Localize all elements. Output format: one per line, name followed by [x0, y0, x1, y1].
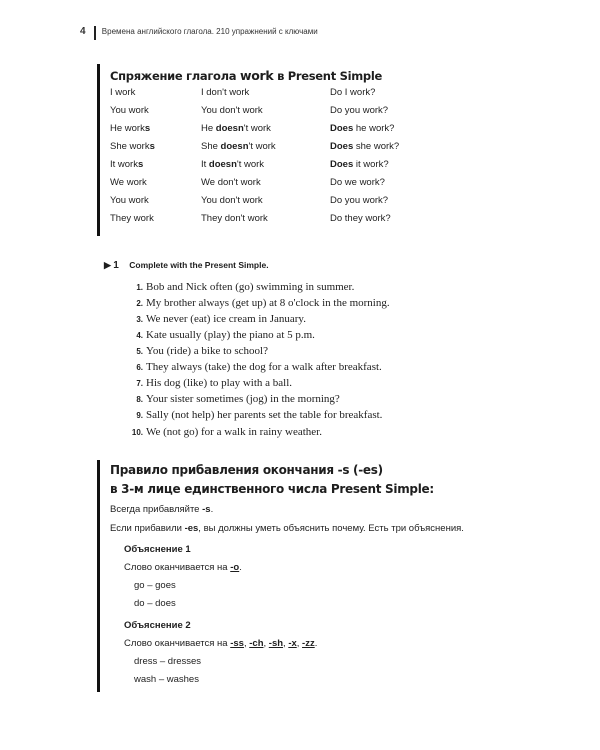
rule-box [97, 460, 500, 692]
explanation-1-heading: Объяснение 1 [124, 544, 191, 555]
conjugation-title: Спряжение глагола work в Present Simple [110, 68, 382, 83]
rule-always-line: Всегда прибавляйте -s. [110, 504, 214, 515]
page-number: 4 [80, 26, 86, 37]
exercise-heading [104, 260, 269, 271]
ending-s: -s [202, 504, 211, 515]
explanation-2-heading: Объяснение 2 [124, 620, 191, 631]
ending-ch: -ch [249, 638, 264, 649]
explanation-2-text: Слово оканчивается на -ss, -ch, -sh, -x, -zz. [124, 638, 318, 649]
exercise-item: 10. We (not go) for a walk in rainy weather. [131, 426, 322, 438]
exercise-item: 4. Kate usually (play) the piano at 5 p.m. [136, 329, 315, 341]
explanation-2-example: dress – dresses [134, 656, 202, 667]
book-title: Времена английского глагола. 210 упражнений с ключами [101, 27, 318, 36]
conjugation-title-verb: work [239, 68, 274, 83]
exercise-item: 3. We never (eat) ice cream in January. [136, 313, 306, 325]
header-divider [94, 26, 96, 40]
exercise-item: 7. His dog (like) to play with a ball. [136, 377, 293, 389]
ending-es: -es [184, 523, 199, 534]
ending-x: -x [288, 638, 297, 649]
conjugation-box: Спряжение глагола work в Present Simple I work I don't work Do I work? You work You don't work Do you work? He works He doesn't work Does he work? She works She doesn't work Does she work? It works It doesn't work Does it work? We work We don't work Do we work? You work You don't work Do you work? They work They don't work Do they work? [97, 64, 500, 236]
rule-title-line2: в 3-м лице единственного числа Present Simple: [110, 482, 434, 496]
exercise-item: 6. They always (take) the dog for a walk after breakfast. [136, 361, 382, 373]
ending-sh: -sh [268, 638, 284, 649]
ending-zz: -zz [302, 638, 315, 649]
rule-if-line: Если прибавили -es, вы должны уметь объяснить почему. Есть три объяснения. [110, 523, 464, 534]
exercise-item: 2. My brother always (get up) at 8 o'clock in the morning. [136, 297, 390, 309]
page-header [80, 26, 318, 37]
explanation-2-example: wash – washes [134, 674, 199, 685]
exercise-instruction: Complete with the Present Simple. [129, 260, 269, 270]
ending-o: -o [230, 562, 240, 573]
explanation-1-text: Слово оканчивается на -o. [124, 562, 242, 573]
exercise-item: 8. Your sister sometimes (jog) in the morning? [136, 393, 340, 405]
exercise-number: 1 [113, 260, 119, 271]
explanation-1-example: do – does [134, 598, 176, 609]
exercise-item: 5. You (ride) a bike to school? [136, 345, 268, 357]
rule-title-line1: Правило прибавления окончания -s (-es) [110, 463, 383, 477]
explanation-1-example: go – goes [134, 580, 176, 591]
ending-ss: -ss [230, 638, 244, 649]
play-triangle-icon: ▶ [104, 260, 111, 270]
exercise-item: 1. Bob and Nick often (go) swimming in summer. [136, 281, 355, 293]
exercise-item: 9. Sally (not help) her parents set the table for breakfast. [136, 409, 383, 421]
